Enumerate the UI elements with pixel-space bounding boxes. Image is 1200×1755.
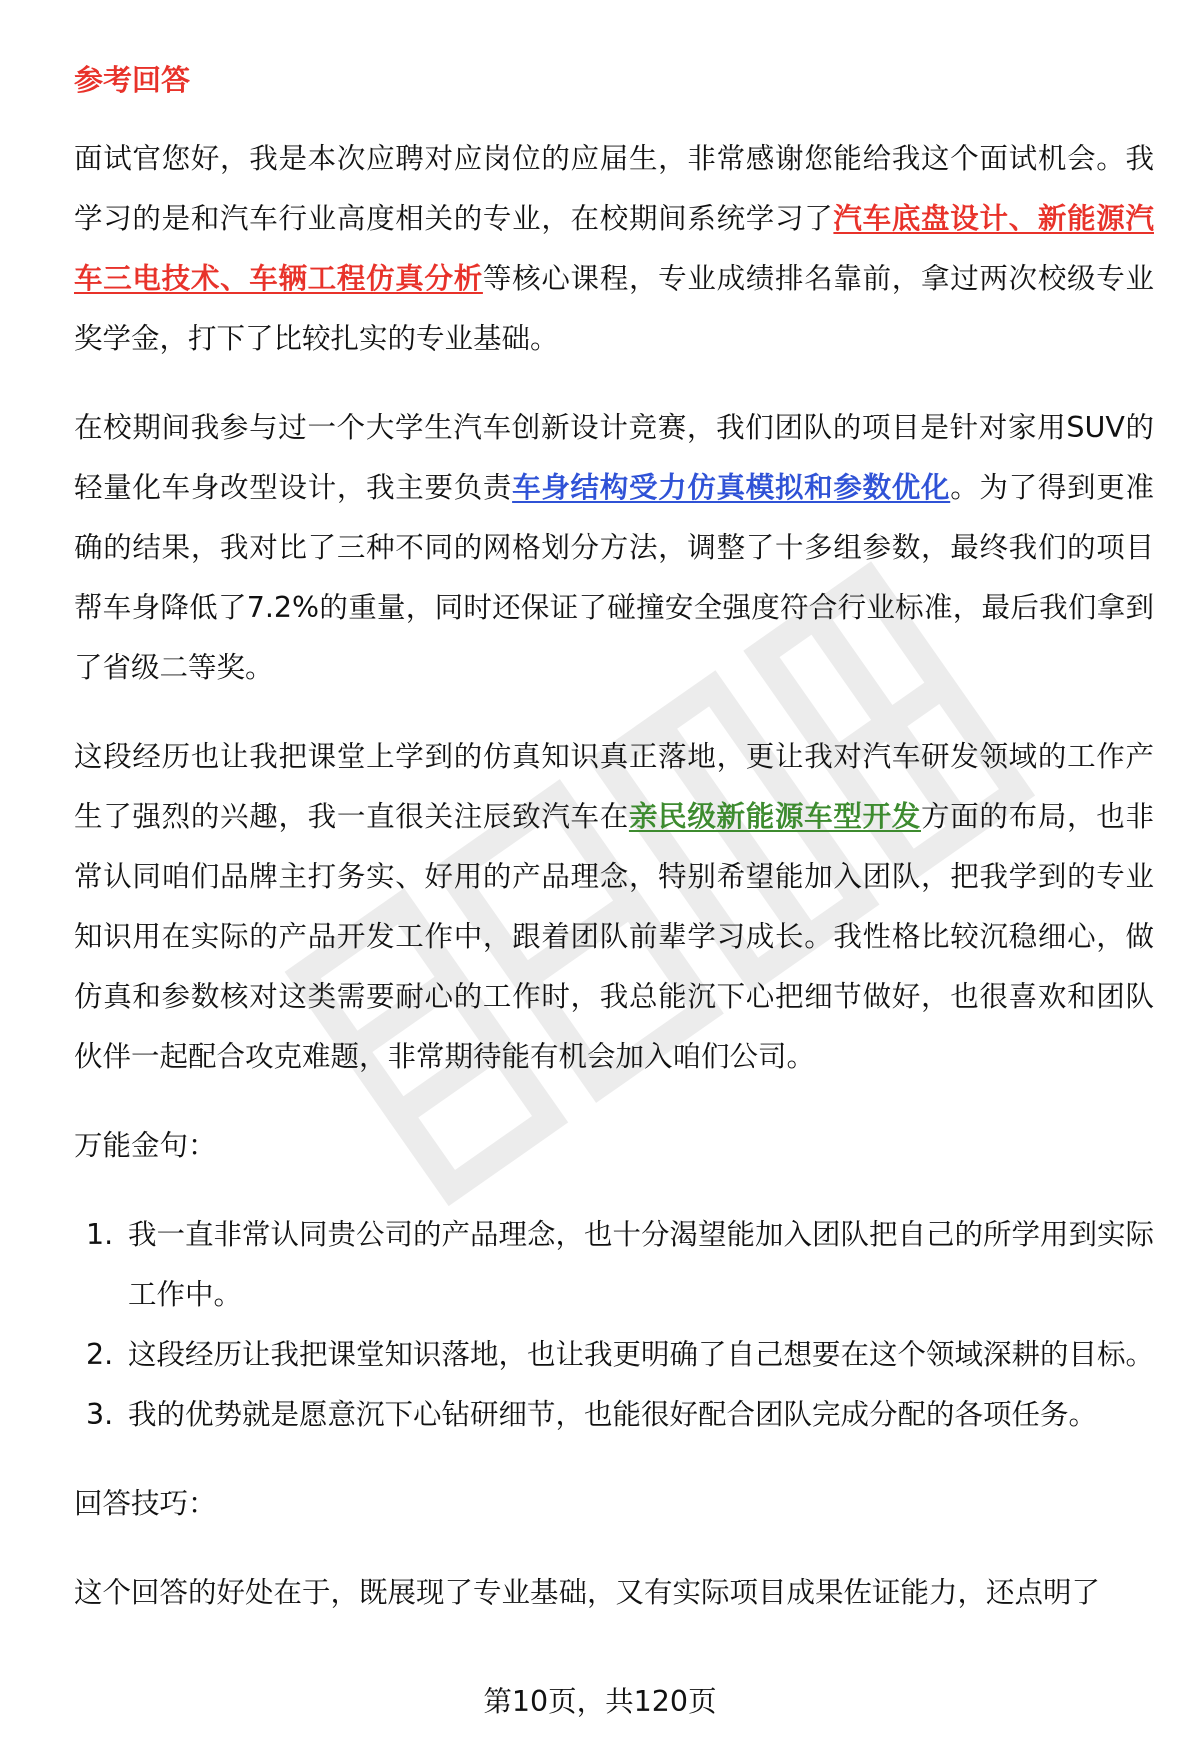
answer-paragraph-2 (74, 398, 1154, 698)
page-number-footer: 第10页，共120页 (483, 1685, 717, 1718)
paragraph-1-text-a: 面试官您好，我是本次应聘对应岗位的应届生，非常感谢您能给我这个面试机会。我学习的是和汽车行业高度相关的专业，在校期间系统学习了 (74, 142, 1154, 235)
reference-answer-heading: 参考回答 (74, 63, 191, 97)
paragraph-1-highlight: 汽车底盘设计、新能源汽车三电技术、车辆工程仿真分析 (74, 202, 1154, 295)
main-content (74, 58, 1154, 1652)
list-item (74, 1205, 1154, 1325)
list-item-number: 2. (86, 1338, 114, 1371)
list-item-text: 这段经历让我把课堂知识落地，也让我更明确了自己想要在这个领域深耕的目标。 (128, 1338, 1155, 1371)
paragraph-2-text-a: 在校期间我参与过一个大学生汽车创新设计竞赛，我们团队的项目是针对家用SUV的轻量化车身改型设计，我主要负责 (74, 411, 1154, 504)
paragraph-1-text-b: 等核心课程，专业成绩排名靠前，拿过两次校级专业奖学金，打下了比较扎实的专业基础。 (74, 262, 1154, 355)
answer-paragraph-1 (74, 129, 1154, 369)
answer-tips-paragraph: 这个回答的好处在于，既展现了专业基础，又有实际项目成果佐证能力，还点明了 (74, 1576, 1101, 1609)
list-item-number: 3. (86, 1398, 114, 1431)
paragraph-3-highlight: 亲民级新能源车型开发 (628, 800, 922, 833)
golden-sentences-label: 万能金句： (74, 1129, 217, 1162)
list-item-number: 1. (86, 1218, 114, 1251)
paragraph-3-text-b: 方面的布局，也非常认同咱们品牌主打务实、好用的产品理念，特别希望能加入团队，把我学到的专业知识用在实际的产品开发工作中，跟着团队前辈学习成长。我性格比较沉稳细心，做仿真和参数核对这类需要耐心的工作时，我总能沉下心把细节做好，也很喜欢和团队伙伴一起配合攻克难题，非常期待能有机会加入咱们公司。 (74, 800, 1154, 1073)
paragraph-3-text-a: 这段经历也让我把课堂上学到的仿真知识真正落地，更让我对汽车研发领域的工作产生了强烈的兴趣，我一直很关注辰致汽车在 (74, 740, 1154, 833)
golden-sentences-list (74, 1205, 1154, 1445)
paragraph-2-text-b: 。为了得到更准确的结果，我对比了三种不同的网格划分方法，调整了十多组参数，最终我们的项目帮车身降低了7.2%的重量，同时还保证了碰撞安全强度符合行业标准，最后我们拿到了省级二等奖。 (74, 471, 1154, 684)
list-item-text: 我一直非常认同贵公司的产品理念，也十分渴望能加入团队把自己的所学用到实际工作中。 (128, 1218, 1155, 1311)
list-item (74, 1385, 1154, 1445)
answer-tips-label: 回答技巧： (74, 1487, 217, 1520)
answer-paragraph-3 (74, 727, 1154, 1087)
list-item-text: 我的优势就是愿意沉下心钻研细节，也能很好配合团队完成分配的各项任务。 (128, 1398, 1098, 1431)
list-item (74, 1325, 1154, 1385)
paragraph-2-highlight: 车身结构受力仿真模拟和参数优化 (512, 471, 951, 504)
